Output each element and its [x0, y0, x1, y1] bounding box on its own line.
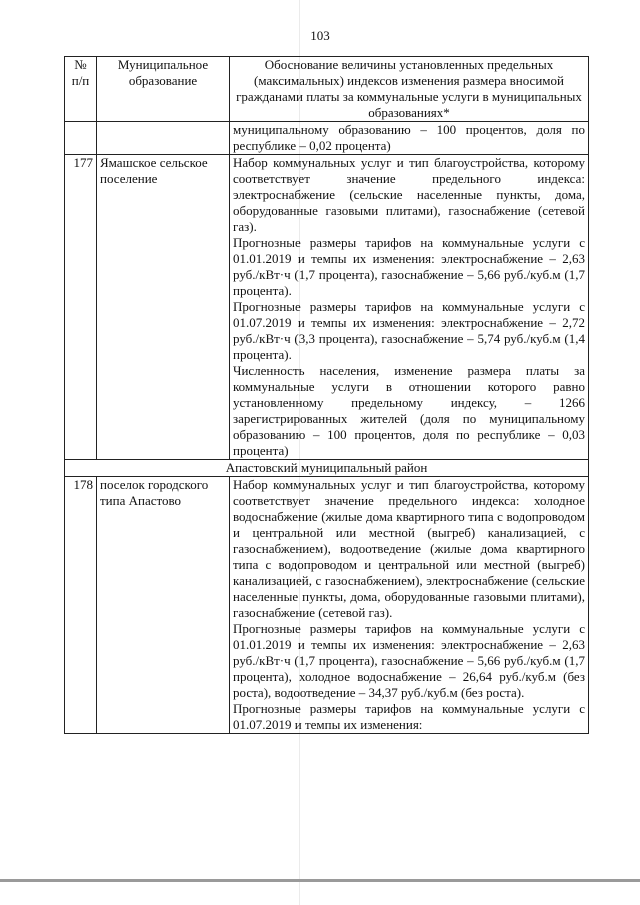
tariff-table	[64, 56, 589, 734]
header-municipality: Муниципальное образование	[97, 57, 230, 122]
row-number: 178	[65, 477, 97, 734]
table-row-177	[65, 155, 589, 460]
page-number: 103	[310, 28, 330, 43]
municipality-name: Ямашское сельское поселение	[97, 155, 230, 460]
paragraph: Прогнозные размеры тарифов на коммунальные услуги с 01.01.2019 и темпы их изменения: электроснабжение – 2,63 руб./кВт·ч (1,7 процента), газоснабжение – 5,66 руб./куб.м (1,7 процента), холодное водоснабжение – 26,64 руб./куб.м (без роста), водоотведение – 34,37 руб./куб.м (без роста).	[233, 621, 585, 700]
header-justification: Обоснование величины установленных предельных (максимальных) индексов изменения размера вносимой гражданами платы за коммунальные услуги в муниципальных образованиях*	[230, 57, 589, 122]
paragraph: Прогнозные размеры тарифов на коммунальные услуги с 01.01.2019 и темпы их изменения: электроснабжение – 2,63 руб./кВт·ч (1,7 процента), газоснабжение – 5,66 руб./куб.м (1,7 процента).	[233, 235, 585, 298]
municipality-name: поселок городского типа Апастово	[97, 477, 230, 734]
header-num: № п/п	[65, 57, 97, 122]
row-number: 177	[65, 155, 97, 460]
continuation-text: муниципальному образованию – 100 процентов, доля по республике – 0,02 процента)	[230, 122, 589, 155]
justification-cell	[230, 477, 589, 734]
paragraph: Набор коммунальных услуг и тип благоустройства, которому соответствует значение предельного индекса: электроснабжение (сельские населенные пункты, дома, оборудованные газовыми плитами), газоснабжение (сетевой газ).	[233, 155, 585, 234]
paragraph: Численность населения, изменение размера платы за коммунальные услуги в отношении которого равно установленному предельному индексу, – 1266 зарегистрированных жителей (доля по муниципальному образованию – 100 процентов, доля по республике – 0,03 процента)	[233, 363, 585, 458]
scan-edge-line	[0, 879, 640, 882]
district-name: Апастовский муниципальный район	[65, 460, 589, 477]
table-row-continuation	[65, 122, 589, 155]
table-header-row	[65, 57, 589, 122]
district-row	[65, 460, 589, 477]
justification-cell	[230, 155, 589, 460]
table-row-178	[65, 477, 589, 734]
paragraph: Прогнозные размеры тарифов на коммунальные услуги с 01.07.2019 и темпы их изменения:	[233, 701, 585, 732]
paragraph: Набор коммунальных услуг и тип благоустройства, которому соответствует значение предельного индекса: холодное водоснабжение (жилые дома квартирного типа с водопроводом и центральной или местной (выгреб) канализацией, с газоснабжением), водоотведение (жилые дома квартирного типа с водопроводом и центральной или местной (выгреб) канализацией, с газоснабжением), электроснабжение (сельские населенные пункты, дома, оборудованные газовыми плитами), газоснабжение (сетевой газ).	[233, 477, 585, 620]
paragraph: Прогнозные размеры тарифов на коммунальные услуги с 01.07.2019 и темпы их изменения: электроснабжение – 2,72 руб./кВт·ч (3,3 процента), газоснабжение – 5,74 руб./куб.м (1,4 процента).	[233, 299, 585, 362]
